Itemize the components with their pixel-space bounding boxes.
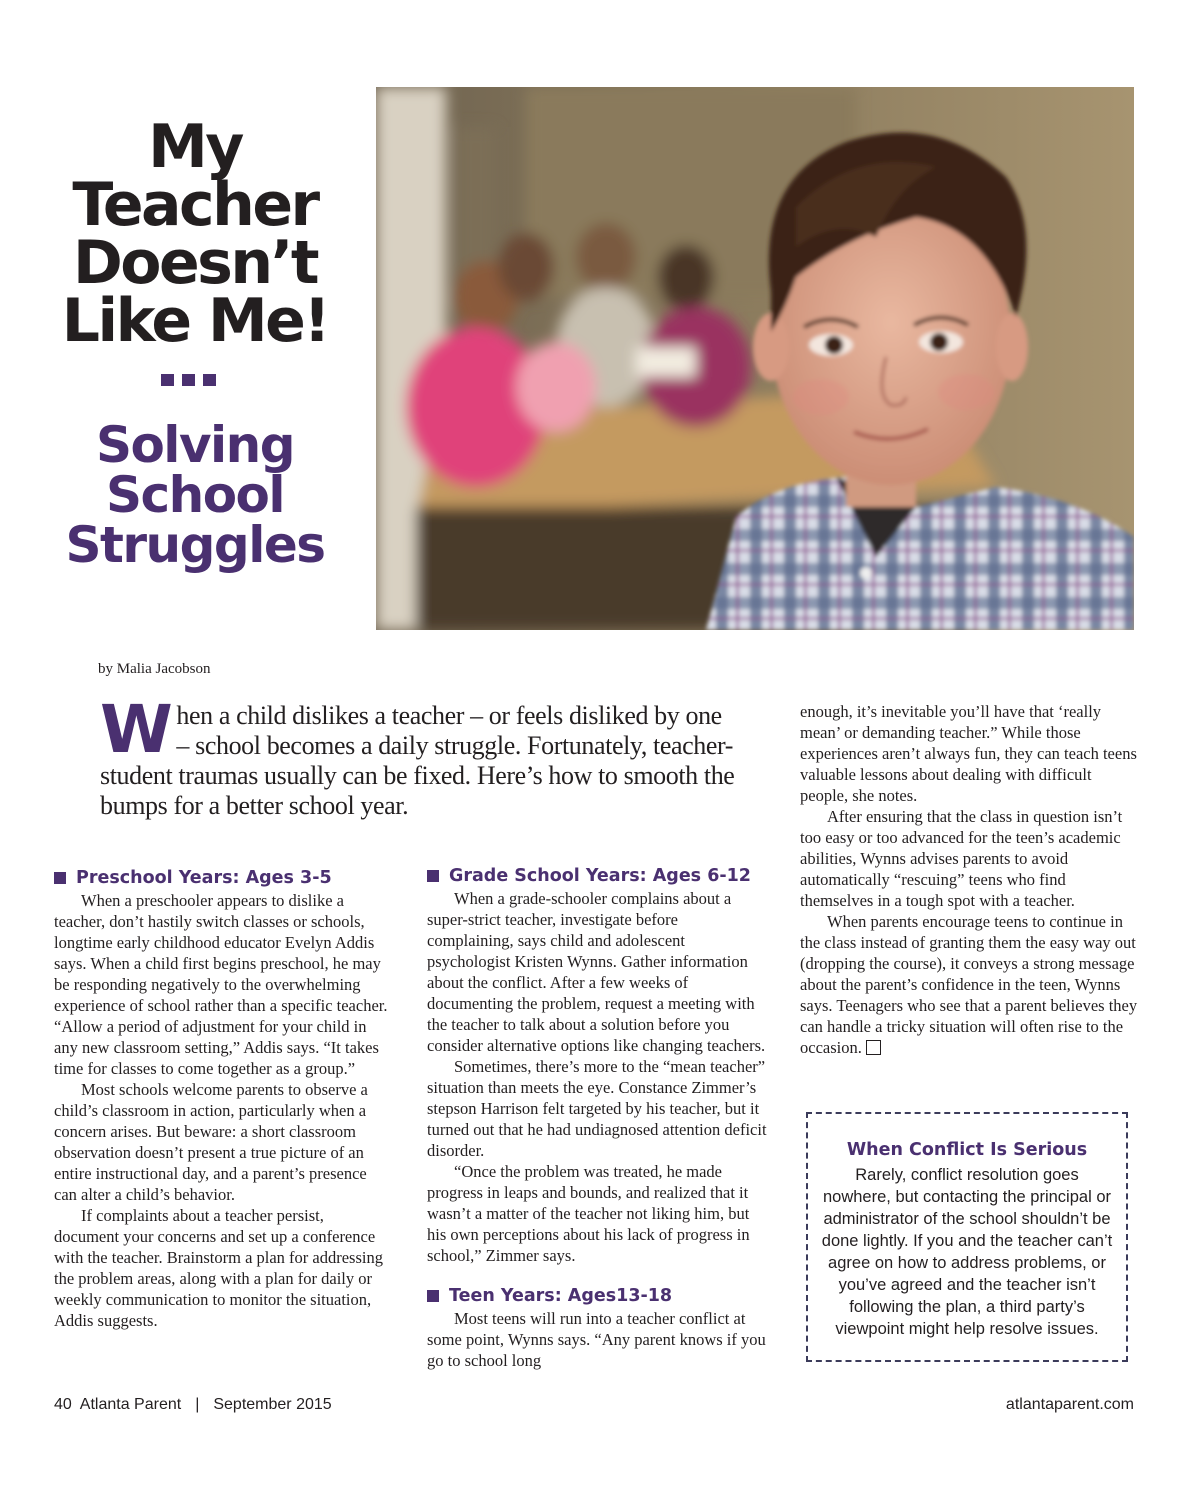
section-heading-teen [427, 1284, 767, 1308]
body-paragraph: After ensuring that the class in question isn’t too easy or too advanced for the teen’s academic abilities, Wynns advises parents to avoid automatically “rescuing” teens who find themselves in a tough spot with a teacher. [800, 807, 1123, 910]
sidebar-title: When Conflict Is Serious [846, 1140, 1088, 1160]
footer-separator: | [195, 1396, 200, 1413]
section-heading-grade-school [427, 864, 767, 888]
square-bullet-icon [427, 870, 439, 882]
section-heading-text: Teen Years: Ages13-18 [449, 1286, 673, 1306]
body-paragraph: When a grade-schooler complains about a super-strict teacher, investigate before complaining, says child and adolescent psychologist Kristen Wynns. Gather information about the conflict. After a few weeks of documenting the problem, request a meeting with the teacher to talk about a solution before you consider alternative options like changing teachers. [427, 889, 766, 1055]
divider-dot [182, 374, 195, 386]
end-mark-icon [866, 1040, 881, 1055]
body-paragraph: enough, it’s inevitable you’ll have that ‘really mean’ or demanding teacher.” While those experiences aren’t always fun, they can teach teens valuable lessons about dealing with difficult people, she notes. [800, 702, 1137, 805]
body-paragraph-text: When parents encourage teens to continue in the class instead of granting them the easy way out (dropping the course), it conveys a strong message about the parent’s confidence in the teen, Wynns says. Teenagers who see that a parent believes they can handle a tricky situation will often rise to the occasion. [800, 912, 1138, 1057]
divider-dot [203, 374, 216, 386]
column-3 [800, 701, 1140, 1058]
website-url: atlantaparent.com [1005, 1396, 1134, 1413]
body-paragraph: “Once the problem was treated, he made progress in leaps and bounds, and realized that it wasn’t a matter of the teacher not liking him, but his own perceptions about his lack of progress in school,” Zimmer says. [427, 1162, 750, 1265]
column-2 [427, 864, 767, 1371]
section-heading-text: Preschool Years: Ages 3-5 [76, 868, 332, 888]
body-paragraph [800, 911, 1140, 1058]
intro-text: hen a child dislikes a teacher – or feels disliked by one – school becomes a daily struggle. Fortunately, teacher-student traumas usually can be fixed. Here’s how to smooth the bumps for a better school year. [100, 701, 735, 820]
sidebar-body: Rarely, conflict resolution goes nowhere, but contacting the principal or administrator of the school shouldn’t be done lightly. If you and the teacher can’t agree on how to address problems, or you’ve agreed and the teacher isn’t following the plan, a third party’s viewpoint might help resolve issues. [821, 1166, 1113, 1338]
body-paragraph: If complaints about a teacher persist, document your concerns and set up a conference with the teacher. Brainstorm a plan for addressing the problem areas, along with a plan for daily or weekly communication to monitor the situation, Addis suggests. [54, 1206, 383, 1330]
drop-cap: W [100, 691, 173, 768]
magazine-name: Atlanta Parent [79, 1396, 182, 1413]
square-bullet-icon [427, 1290, 439, 1302]
page-number: 40 [54, 1396, 72, 1413]
section-heading-preschool [54, 866, 390, 890]
issue-date: September 2015 [213, 1396, 332, 1413]
byline: by Malia Jacobson [98, 661, 211, 677]
intro-paragraph [100, 691, 740, 821]
column-1 [54, 866, 390, 1331]
body-paragraph: Most schools welcome parents to observe a child’s classroom in action, particularly when a concern arises. But beware: a short classroom observation doesn’t present a true picture of an entire instructional day, and a parent’s presence can alter a child’s behavior. [54, 1080, 368, 1204]
body-paragraph: When a preschooler appears to dislike a teacher, don’t hastily switch classes or schools, longtime early childhood educator Evelyn Addis says. When a child first begins preschool, he may be responding negatively to the overwhelming experience of school rather than a specific teacher. “Allow a period of adjustment for your child in any new classroom setting,” Addis says. “It takes time for classes to come together as a group.” [54, 891, 388, 1078]
headline: My Teacher Doesn’t Like Me! [61, 112, 329, 356]
body-paragraph: Most teens will run into a teacher conflict at some point, Wynns says. “Any parent knows if you go to school long [427, 1309, 766, 1370]
hero-photo [376, 87, 1134, 630]
body-paragraph: Sometimes, there’s more to the “mean teacher” situation than meets the eye. Constance Zimmer’s stepson Harrison felt targeted by his teacher, but it turned out that he had undiagnosed attention deficit disorder. [427, 1057, 767, 1160]
divider-dot [161, 374, 174, 386]
square-bullet-icon [54, 872, 66, 884]
footer-left [54, 1396, 332, 1414]
ellipsis-divider [161, 374, 216, 386]
section-heading-text: Grade School Years: Ages 6-12 [449, 866, 751, 886]
sidebar-box [806, 1112, 1128, 1362]
subheadline: Solving School Struggles [65, 416, 325, 574]
